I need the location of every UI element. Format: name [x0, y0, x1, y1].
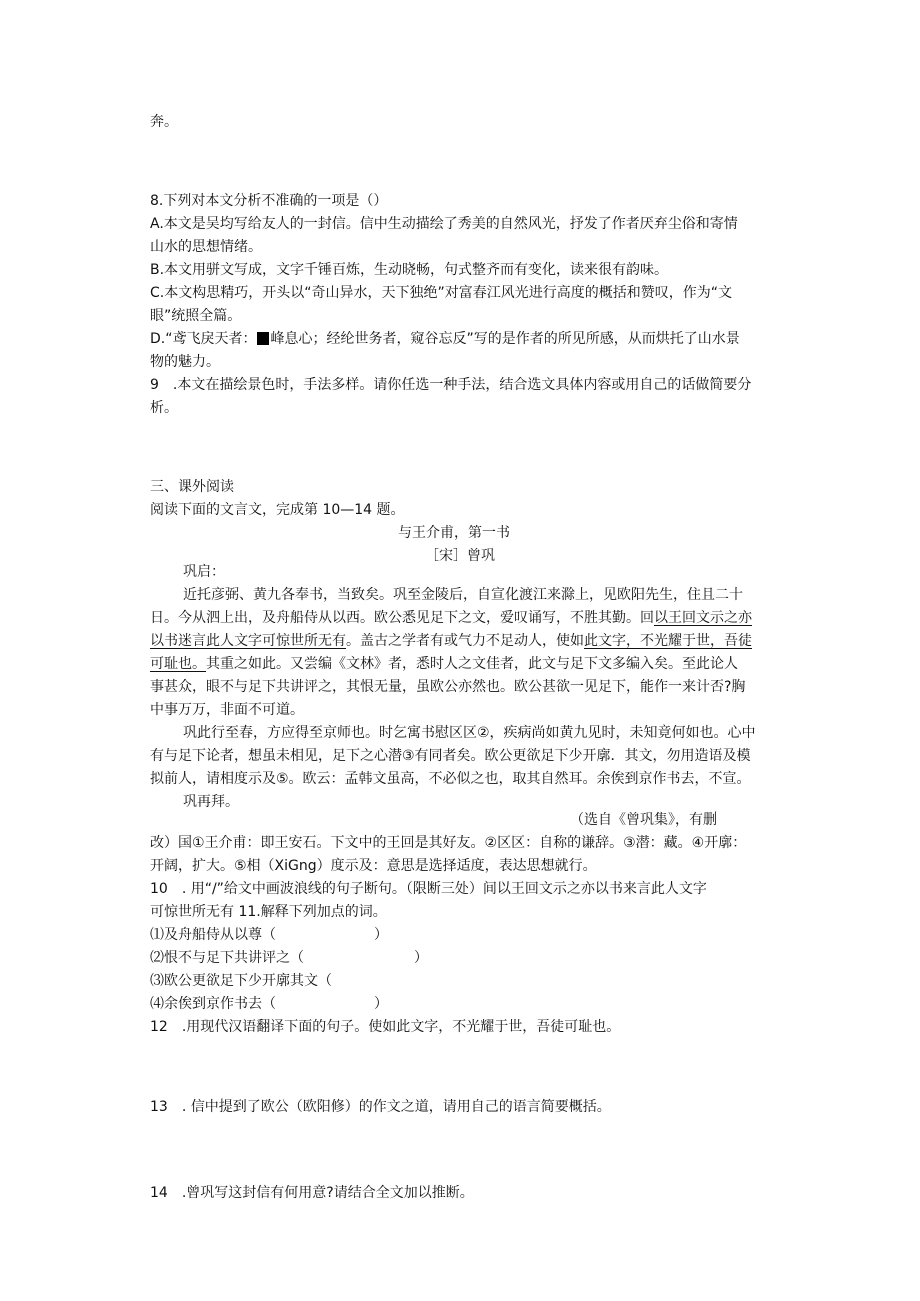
q8-option-d-line2: 物的魅力。: [150, 354, 220, 370]
underlined-translation-sentence-b: 可耻也。: [150, 656, 206, 672]
letter-title: 与王介甫，第一书: [398, 525, 510, 541]
q13: 13 . 信中提到了欧公（欧阳修）的作文之道，请用自己的语言简要概括。: [150, 1099, 611, 1115]
letter-p1-line1: 近托彦弼、黄九各奉书，当致矣。巩至金陵后，自宣化渡江来滁上，见欧阳先生，住且二十: [183, 587, 743, 603]
letter-p2-line1: 巩此行至春，方应得至京师也。时乞寓书慰区区②，疾病尚如黄九见时，未知竟何如也。心中: [183, 725, 756, 741]
letter-p1-line3: [150, 630, 752, 652]
letter-p1-line4-text: 其重之如此。又尝编《文林》者，悉时人之文佳者，此文与足下文多编入矣。至此论人: [206, 656, 738, 672]
q10-line2: 可惊世所无有 11.解释下列加点的词。: [150, 904, 387, 920]
q8-option-c-line2: 眼”统照全篇。: [150, 308, 242, 324]
q11-item-1: [150, 924, 388, 946]
section3-heading: 三、课外阅读: [150, 479, 234, 495]
section3-intro: 阅读下面的文言文，完成第 10—14 题。: [150, 502, 405, 518]
wavy-underline-sentence-b: 以书迷言此人文字可惊世所无有: [150, 633, 346, 649]
letter-p2-line2: 有与足下论者，想虽未相见，足下之心潜③有同者矣。欧公更欲足下少开廓．其文，勿用造语及模: [150, 748, 751, 764]
q8-option-c-line1: C.本文构思精巧，开头以“奇山异水，天下独绝”对富春江风光进行高度的概括和赞叹，作为“文: [150, 285, 732, 301]
q11-item-3: ⑶欧公更欲足下少开廓其文（: [150, 973, 332, 989]
annotation-line1: 改）国①王介甫：即王安石。下文中的王回是其好友。②区区：自称的谦辞。③潜：藏。④开廓：: [150, 835, 747, 851]
q11-item-4-text: ⑷余俟到京作书去（: [150, 996, 276, 1012]
q8-stem: 8.下列对本文分析不准确的一项是（）: [150, 193, 388, 209]
q11-item-4-close: ）: [374, 996, 388, 1012]
q8-option-a-line1: A.本文是吴均写给友人的一封信。信中生动描绘了秀美的自然风光，抒发了作者厌弃尘俗和寄情: [150, 216, 738, 232]
q11-item-2-text: ⑵恨不与足下共讲评之（: [150, 950, 304, 966]
letter-p2-line3: 拟前人，请相度示及⑤。欧云：孟韩文虽高，不必似之也，取其自然耳。余俟到京作书去，不宣。: [150, 771, 751, 787]
q11-item-2: [150, 947, 428, 969]
letter-p1-line4: [150, 653, 738, 675]
q14: 14 .曾巩写这封信有何用意?请结合全文加以推断。: [150, 1185, 474, 1201]
q12: 12 .用现代汉语翻译下面的句子。使如此文字，不光耀于世，吾徒可耻也。: [150, 1019, 621, 1035]
letter-p1-line3-text: 。盖古之学者有或气力不足动人，使如: [346, 633, 584, 649]
q8-option-d-line1: [150, 328, 740, 350]
q11-item-2-close: ）: [414, 950, 428, 966]
underlined-translation-sentence-a: 此文字，不光耀于世，吾徒: [584, 633, 752, 649]
letter-author: ［宋］曾巩: [425, 548, 495, 564]
q9-line2: 析。: [150, 400, 178, 416]
wavy-underline-sentence-a: 以王回文示之亦: [654, 610, 752, 626]
q8-option-b: B.本文用骈文写成，文字千锤百炼，生动晓畅，句式整齐而有变化，读来很有韵味。: [150, 262, 669, 278]
letter-p1-line5: 事甚众，眼不与足下共讲评之，其恨无量，虽欧公亦然也。欧公甚欲一见足下，能作一来计否?胸: [150, 679, 746, 695]
q8-option-d-post: 峰息心；经纶世务者，窥谷忘反”写的是作者的所见所感，从而烘托了山水景: [270, 331, 740, 347]
q8-option-a-line2: 山水的思想情绪。: [150, 239, 262, 255]
letter-closing: 巩再拜。: [183, 794, 239, 810]
letter-p1-line2: [150, 607, 752, 629]
letter-salutation: 巩启：: [183, 564, 225, 580]
letter-p1-line2-text: 日。今从泗上出，及舟船侍从以西。欧公悉见足下之文，爱叹诵写，不胜其勤。回: [150, 610, 654, 626]
source-citation: （选自《曾巩集》，有删: [570, 812, 717, 828]
redacted-char-block: [257, 332, 269, 345]
letter-p1-line6: 中事万万，非面不可道。: [150, 702, 304, 718]
q11-item-1-text: ⑴及舟船侍从以尊（: [150, 927, 276, 943]
q11-item-4: [150, 993, 388, 1015]
q10-line1: 10 . 用“/”给文中画波浪线的句子断句。（限断三处）间以王回文示之亦以书来言此人文字: [150, 881, 707, 897]
annotation-line2: 开阔，扩大。⑤相（XiGng）度示及：意思是选择适度，表达思想就行。: [150, 858, 597, 874]
q9-line1: 9 .本文在描绘景色时，手法多样。请你任选一种手法，结合选文具体内容或用自己的话做简要分: [150, 377, 752, 393]
previous-answer-tail: 奔。: [150, 114, 178, 130]
q11-item-1-close: ）: [374, 927, 388, 943]
q8-option-d-pre: D.“鸢飞戾天者：: [150, 331, 257, 347]
